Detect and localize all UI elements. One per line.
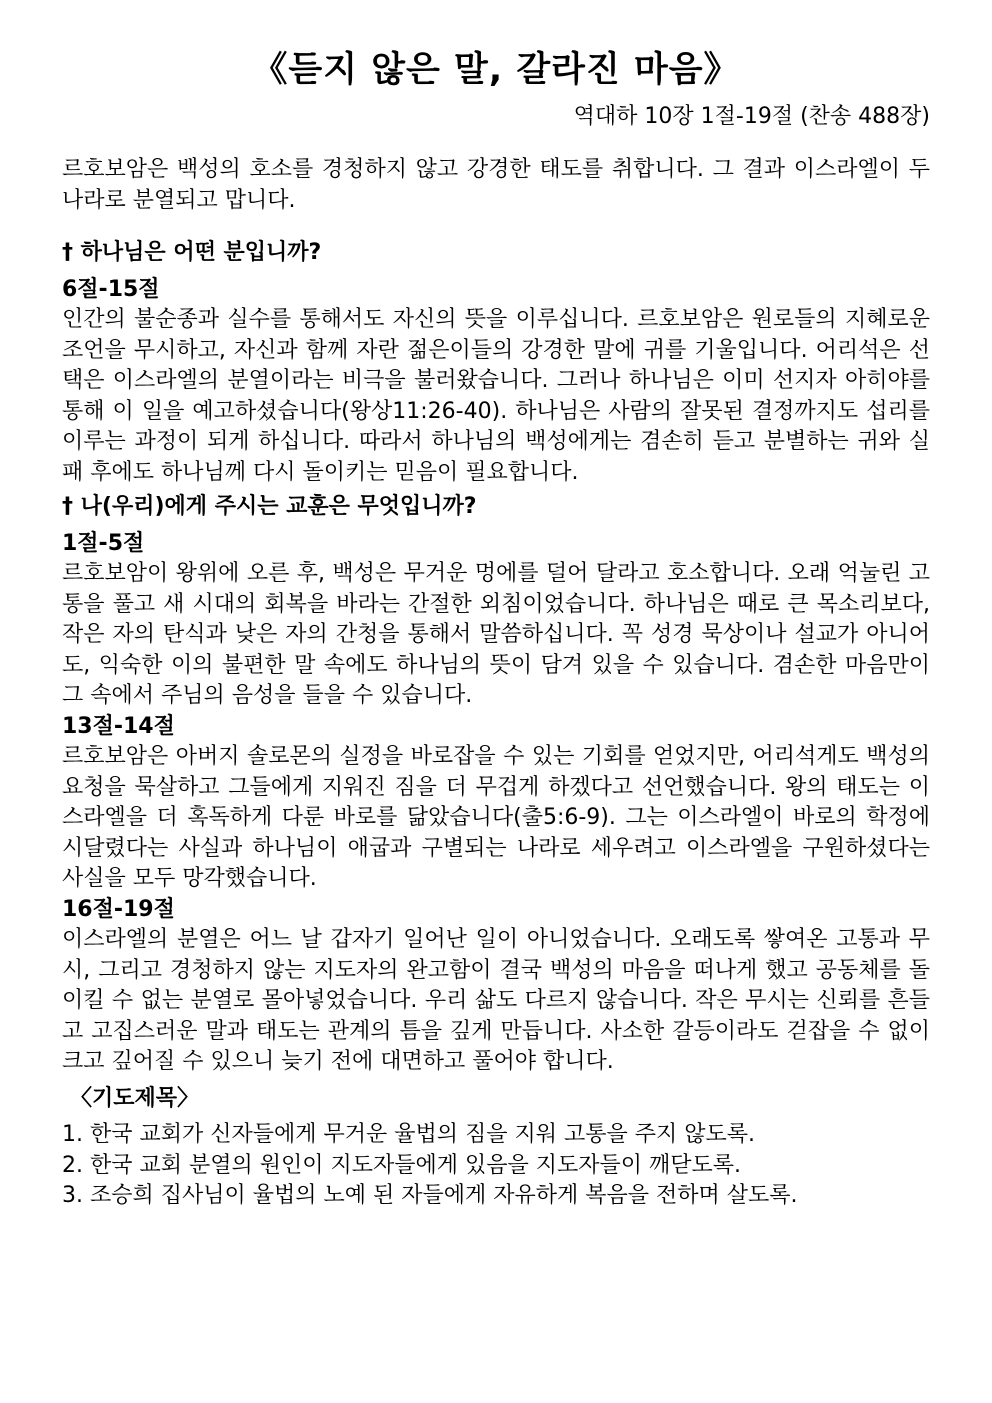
prayer-item: 3. 조승희 집사님이 율법의 노예 된 자들에게 자유하게 복음을 전하며 살도록. xyxy=(62,1183,798,1208)
section-heading-god: † 하나님은 어떤 분입니까? xyxy=(62,240,322,265)
content-body xyxy=(62,155,930,1212)
verse-commentary: 이스라엘의 분열은 어느 날 갑자기 일어난 일이 아니었습니다. 오래도록 쌓여온 고통과 무시, 그리고 경청하지 않는 지도자의 완고함이 결국 백성의 마음을 떠나게 했고 공동체를 돌이킬 수 없는 분열로 몰아넣었습니다. 우리 삶도 다르지 않습니다. 작은 무시는 신뢰를 흔들고 고집스러운 말과 태도는 관계의 틈을 깊게 만듭니다. 사소한 갈등이라도 걷잡을 수 없이 크고 깊어질 수 있으니 늦기 전에 대면하고 풀어야 합니다. xyxy=(62,927,930,1074)
section-lesson xyxy=(62,492,930,1078)
verse-commentary: 르호보암이 왕위에 오른 후, 백성은 무거운 멍에를 덜어 달라고 호소합니다. 오래 억눌린 고통을 풀고 새 시대의 회복을 바라는 간절한 외침이었습니다. 하나님은 때로 큰 목소리보다, 작은 자의 탄식과 낮은 자의 간청을 통해서 말씀하십니다. 꼭 성경 묵상이나 설교가 아니어도, 익숙한 이의 불편한 말 속에도 하나님의 뜻이 담겨 있을 수 있습니다. 겸손한 마음만이 그 속에서 주님의 음성을 들을 수 있습니다. xyxy=(62,561,930,708)
verse-commentary: 인간의 불순종과 실수를 통해서도 자신의 뜻을 이루십니다. 르호보암은 원로들의 지혜로운 조언을 무시하고, 자신과 함께 자란 젊은이들의 강경한 말에 귀를 기울입니다. 어리석은 선택은 이스라엘의 분열이라는 비극을 불러왔습니다. 그러나 하나님은 이미 선지자 아히야를 통해 이 일을 예고하셨습니다(왕상11:26-40). 하나님은 사람의 잘못된 결정까지도 섭리를 이루는 과정이 되게 하십니다. 따라서 하나님의 백성에게는 겸손히 듣고 분별하는 귀와 실패 후에도 하나님께 다시 돌이키는 믿음이 필요합니다. xyxy=(62,307,930,485)
scripture-reference: 역대하 10장 1절-19절 (찬송 488장) xyxy=(573,104,930,129)
prayer-list xyxy=(62,1120,930,1212)
prayer-section xyxy=(62,1084,930,1212)
verse-commentary: 르호보암은 아버지 솔로몬의 실정을 바로잡을 수 있는 기회를 얻었지만, 어리석게도 백성의 요청을 묵살하고 그들에게 지워진 짐을 더 무겁게 하겠다고 선언했습니다. 왕의 태도는 이스라엘을 더 혹독하게 다룬 바로를 닮았습니다(출5:6-9). 그는 이스라엘이 바로의 학정에 시달렸다는 사실과 하나님이 애굽과 구별되는 나라로 세우려고 이스라엘을 구원하셨다는 사실을 모두 망각했습니다. xyxy=(62,744,930,891)
prayer-item: 1. 한국 교회가 신자들에게 무거운 율법의 짐을 지워 고통을 주지 않도록. xyxy=(62,1122,755,1147)
intro-paragraph: 르호보암은 백성의 호소를 경청하지 않고 강경한 태도를 취합니다. 그 결과 이스라엘이 두 나라로 분열되고 맙니다. xyxy=(62,157,930,213)
page-title: 《듣지 않은 말, 갈라진 마음》 xyxy=(252,50,740,90)
prayer-heading: 〈기도제목〉 xyxy=(70,1085,200,1111)
section-god xyxy=(62,238,930,488)
verse-range: 13절-14절 xyxy=(62,713,175,739)
verse-range: 1절-5절 xyxy=(62,530,145,556)
prayer-item: 2. 한국 교회 분열의 원인이 지도자들에게 있음을 지도자들이 깨닫도록. xyxy=(62,1152,741,1178)
verse-range: 16절-19절 xyxy=(62,896,175,922)
verse-range: 6절-15절 xyxy=(62,276,160,302)
section-heading-lesson: † 나(우리)에게 주시는 교훈은 무엇입니까? xyxy=(62,494,477,519)
